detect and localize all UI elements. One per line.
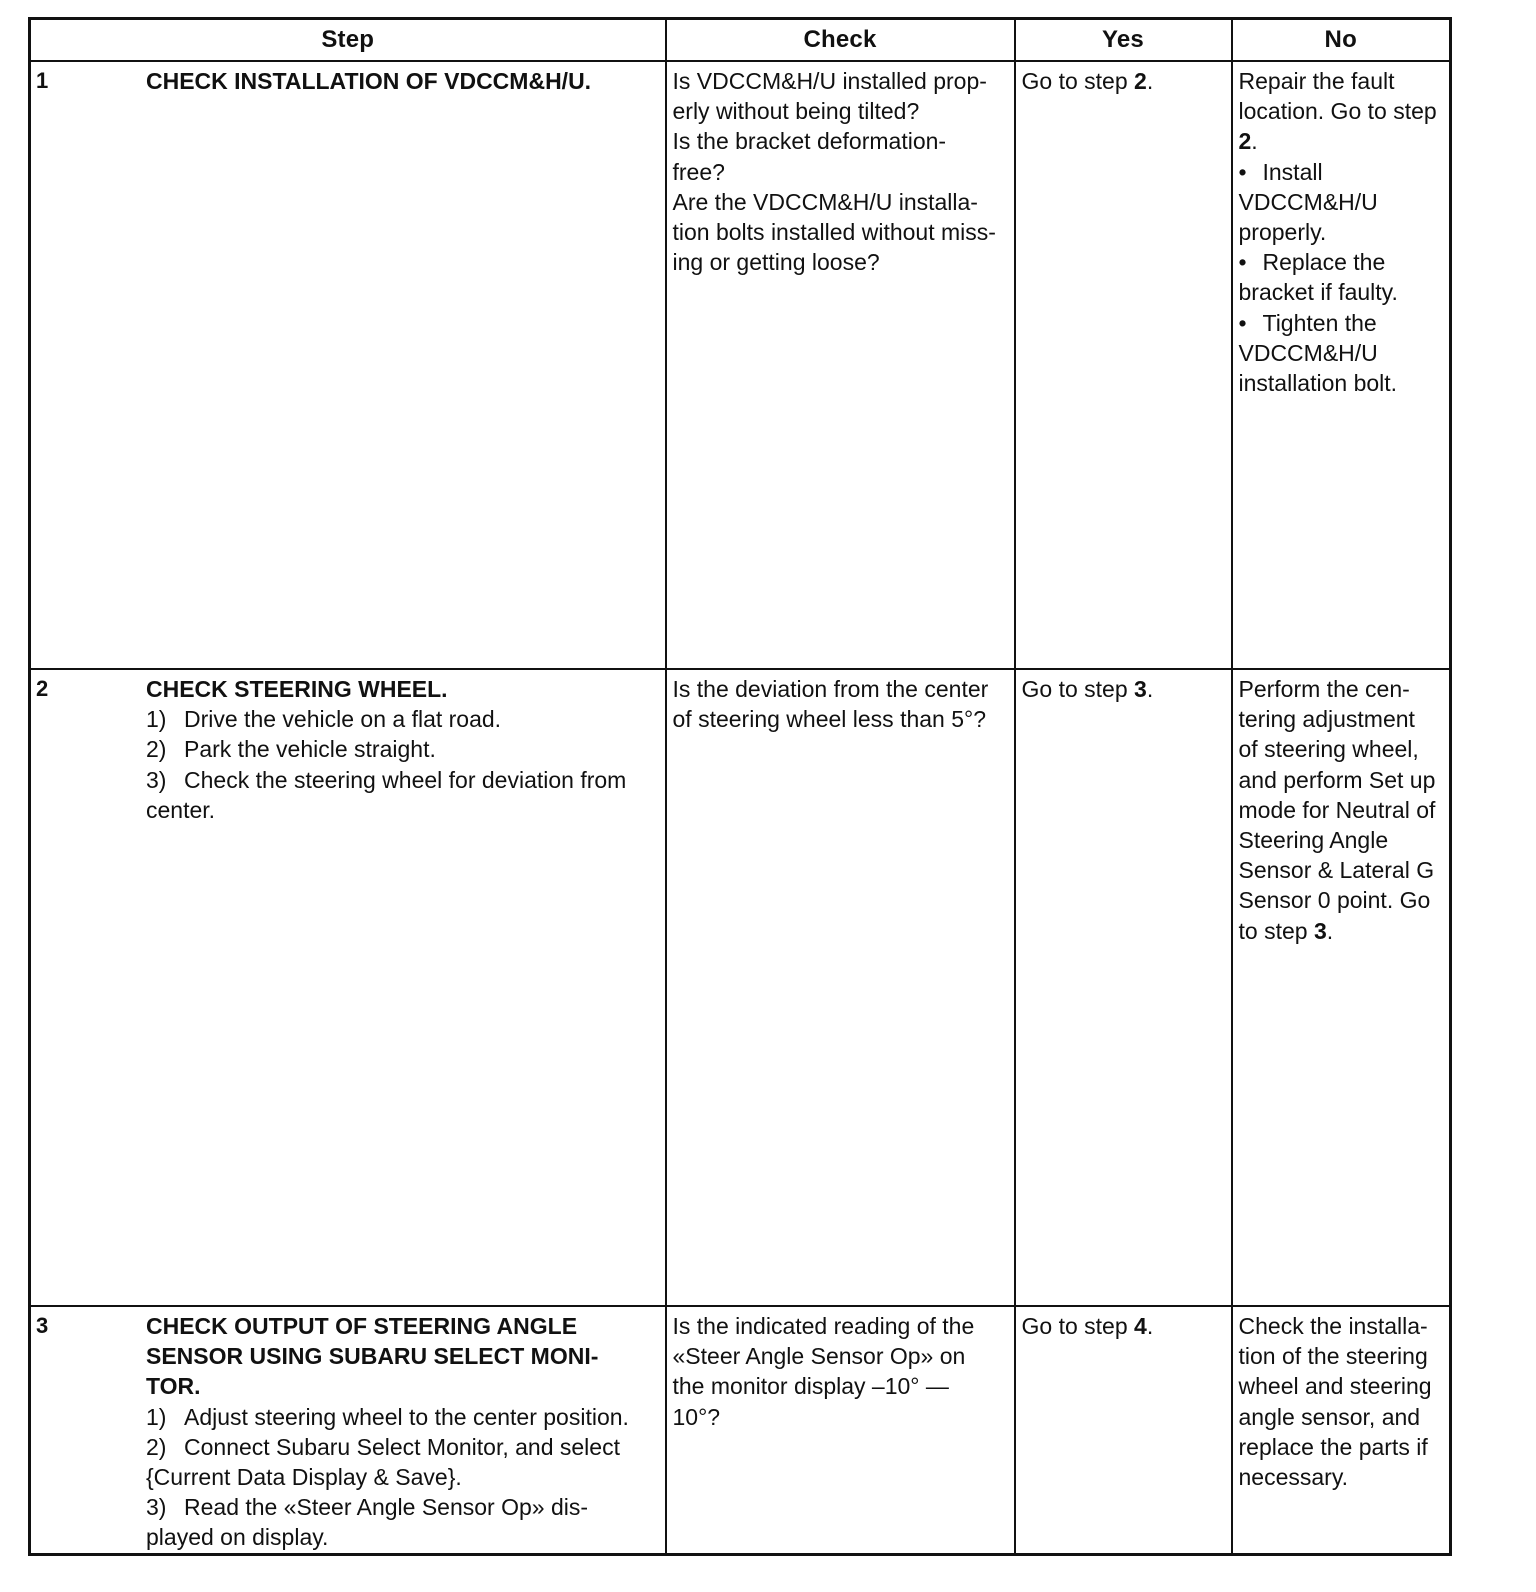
procedure-text: played on display. bbox=[146, 1524, 329, 1551]
bullet-item bbox=[1239, 157, 1444, 187]
check-line: Is the indicated reading of the bbox=[672, 1313, 975, 1339]
check-cell bbox=[666, 1306, 1015, 1554]
no-cell bbox=[1232, 61, 1451, 669]
procedure-index: 1) bbox=[146, 1403, 167, 1430]
header-check: Check bbox=[666, 19, 1015, 62]
procedure-item bbox=[146, 1402, 661, 1432]
yes-cell bbox=[1015, 61, 1232, 669]
no-suffix: . bbox=[1251, 128, 1258, 155]
check-line: Are the VDCCM&H/U installa- bbox=[672, 188, 978, 215]
check-line: «Steer Angle Sensor Op» on bbox=[672, 1343, 966, 1370]
check-line: free? bbox=[672, 158, 725, 185]
bullet-icon: • bbox=[1238, 309, 1247, 336]
check-line: tion bolts installed without miss- bbox=[672, 219, 996, 246]
no-cell bbox=[1232, 669, 1451, 1306]
no-suffix: . bbox=[1326, 917, 1334, 944]
bullet-text: properly. bbox=[1238, 219, 1327, 246]
header-yes: Yes bbox=[1015, 19, 1232, 62]
bullet-icon: • bbox=[1238, 158, 1247, 185]
check-line: Is VDCCM&H/U installed prop- bbox=[672, 68, 987, 94]
step-cell bbox=[30, 1306, 666, 1554]
no-line: Repair the fault bbox=[1238, 68, 1395, 94]
yes-text: Go to step bbox=[1021, 676, 1135, 702]
bullet-text: VDCCM&H/U bbox=[1238, 339, 1378, 366]
check-line: Is the bracket deformation- bbox=[672, 128, 947, 155]
yes-step-ref: 3 bbox=[1134, 676, 1147, 702]
step-number: 3 bbox=[36, 1313, 49, 1338]
check-line: 10°? bbox=[672, 1403, 721, 1430]
procedure-text: Park the vehicle straight. bbox=[184, 736, 436, 763]
yes-cell bbox=[1015, 669, 1232, 1306]
no-line: tering adjustment bbox=[1238, 706, 1415, 733]
procedure-index: 2) bbox=[146, 1433, 167, 1460]
procedure-index: 2) bbox=[146, 736, 167, 763]
bullet-text: Tighten the bbox=[1262, 309, 1377, 336]
yes-suffix: . bbox=[1146, 676, 1154, 702]
no-line: Sensor 0 point. Go bbox=[1238, 887, 1431, 914]
step-title: TOR. bbox=[146, 1373, 201, 1400]
header-row bbox=[30, 19, 1451, 62]
check-cell bbox=[666, 669, 1015, 1306]
no-line: of steering wheel, bbox=[1238, 736, 1419, 763]
no-step-ref: 2 bbox=[1238, 128, 1252, 155]
yes-cell bbox=[1015, 1306, 1232, 1554]
procedure-text: Read the «Steer Angle Sensor Op» dis- bbox=[184, 1494, 589, 1521]
step-title: CHECK STEERING WHEEL. bbox=[146, 676, 448, 702]
procedure-item bbox=[146, 1432, 661, 1462]
table-row bbox=[30, 669, 1451, 1306]
procedure-text: Connect Subaru Select Monitor, and select bbox=[184, 1433, 620, 1460]
header-no: No bbox=[1232, 19, 1451, 62]
no-cell bbox=[1232, 1306, 1451, 1554]
no-line: wheel and steering bbox=[1238, 1373, 1432, 1400]
no-line: angle sensor, and bbox=[1238, 1403, 1421, 1430]
procedure-index: 3) bbox=[146, 1494, 167, 1521]
yes-suffix: . bbox=[1146, 68, 1154, 94]
procedure-item bbox=[146, 734, 661, 764]
no-line: to step bbox=[1238, 917, 1314, 944]
no-step-ref: 3 bbox=[1313, 917, 1327, 944]
procedure-item bbox=[146, 704, 661, 734]
diagnostic-table bbox=[28, 17, 1452, 1556]
check-line: Is the deviation from the center bbox=[672, 676, 989, 702]
yes-suffix: . bbox=[1146, 1313, 1154, 1339]
procedure-index: 1) bbox=[146, 706, 167, 733]
table-row bbox=[30, 1306, 1451, 1554]
check-line: the monitor display –10° — bbox=[672, 1373, 949, 1400]
procedure-text: Drive the vehicle on a flat road. bbox=[184, 706, 502, 733]
procedure-text: Check the steering wheel for deviation from bbox=[184, 766, 627, 793]
check-line: of steering wheel less than 5°? bbox=[672, 706, 986, 733]
no-line: location. Go to step bbox=[1238, 98, 1437, 125]
check-cell bbox=[666, 61, 1015, 669]
check-line: ing or getting loose? bbox=[672, 249, 880, 276]
bullet-text: installation bolt. bbox=[1238, 370, 1398, 397]
no-line: necessary. bbox=[1238, 1464, 1349, 1491]
bullet-item bbox=[1239, 247, 1444, 277]
step-title: SENSOR USING SUBARU SELECT MONI- bbox=[146, 1343, 599, 1370]
procedure-index: 3) bbox=[146, 766, 167, 793]
no-line: Sensor & Lateral G bbox=[1238, 857, 1435, 884]
yes-step-ref: 2 bbox=[1134, 68, 1147, 94]
check-line: erly without being tilted? bbox=[672, 98, 920, 125]
step-cell bbox=[30, 669, 666, 1306]
table-row bbox=[30, 61, 1451, 669]
bullet-text: bracket if faulty. bbox=[1238, 279, 1398, 306]
step-number: 2 bbox=[36, 676, 49, 701]
procedure-text: center. bbox=[146, 796, 216, 823]
no-line: Perform the cen- bbox=[1238, 676, 1410, 702]
no-line: Steering Angle bbox=[1238, 827, 1389, 854]
no-line: mode for Neutral of bbox=[1238, 796, 1436, 823]
step-title: CHECK INSTALLATION OF VDCCM&H/U. bbox=[146, 68, 592, 94]
step-title: CHECK OUTPUT OF STEERING ANGLE bbox=[146, 1313, 578, 1339]
procedure-text: Adjust steering wheel to the center position. bbox=[184, 1403, 629, 1430]
yes-step-ref: 4 bbox=[1134, 1313, 1147, 1339]
no-line: and perform Set up bbox=[1238, 766, 1436, 793]
procedure-item bbox=[146, 1492, 661, 1522]
procedure-item bbox=[146, 765, 661, 795]
bullet-item bbox=[1239, 308, 1444, 338]
bullet-text: Replace the bbox=[1262, 249, 1386, 276]
bullet-icon: • bbox=[1238, 249, 1247, 276]
bullet-text: VDCCM&H/U bbox=[1238, 188, 1378, 215]
step-number: 1 bbox=[36, 68, 49, 93]
no-line: replace the parts if bbox=[1238, 1433, 1428, 1460]
bullet-text: Install bbox=[1262, 158, 1323, 185]
yes-text: Go to step bbox=[1021, 68, 1135, 94]
step-cell bbox=[30, 61, 666, 669]
header-step: Step bbox=[30, 19, 666, 62]
no-line: Check the installa- bbox=[1238, 1313, 1428, 1339]
no-line: tion of the steering bbox=[1238, 1343, 1428, 1370]
yes-text: Go to step bbox=[1021, 1313, 1135, 1339]
procedure-text: {Current Data Display & Save}. bbox=[146, 1464, 462, 1491]
